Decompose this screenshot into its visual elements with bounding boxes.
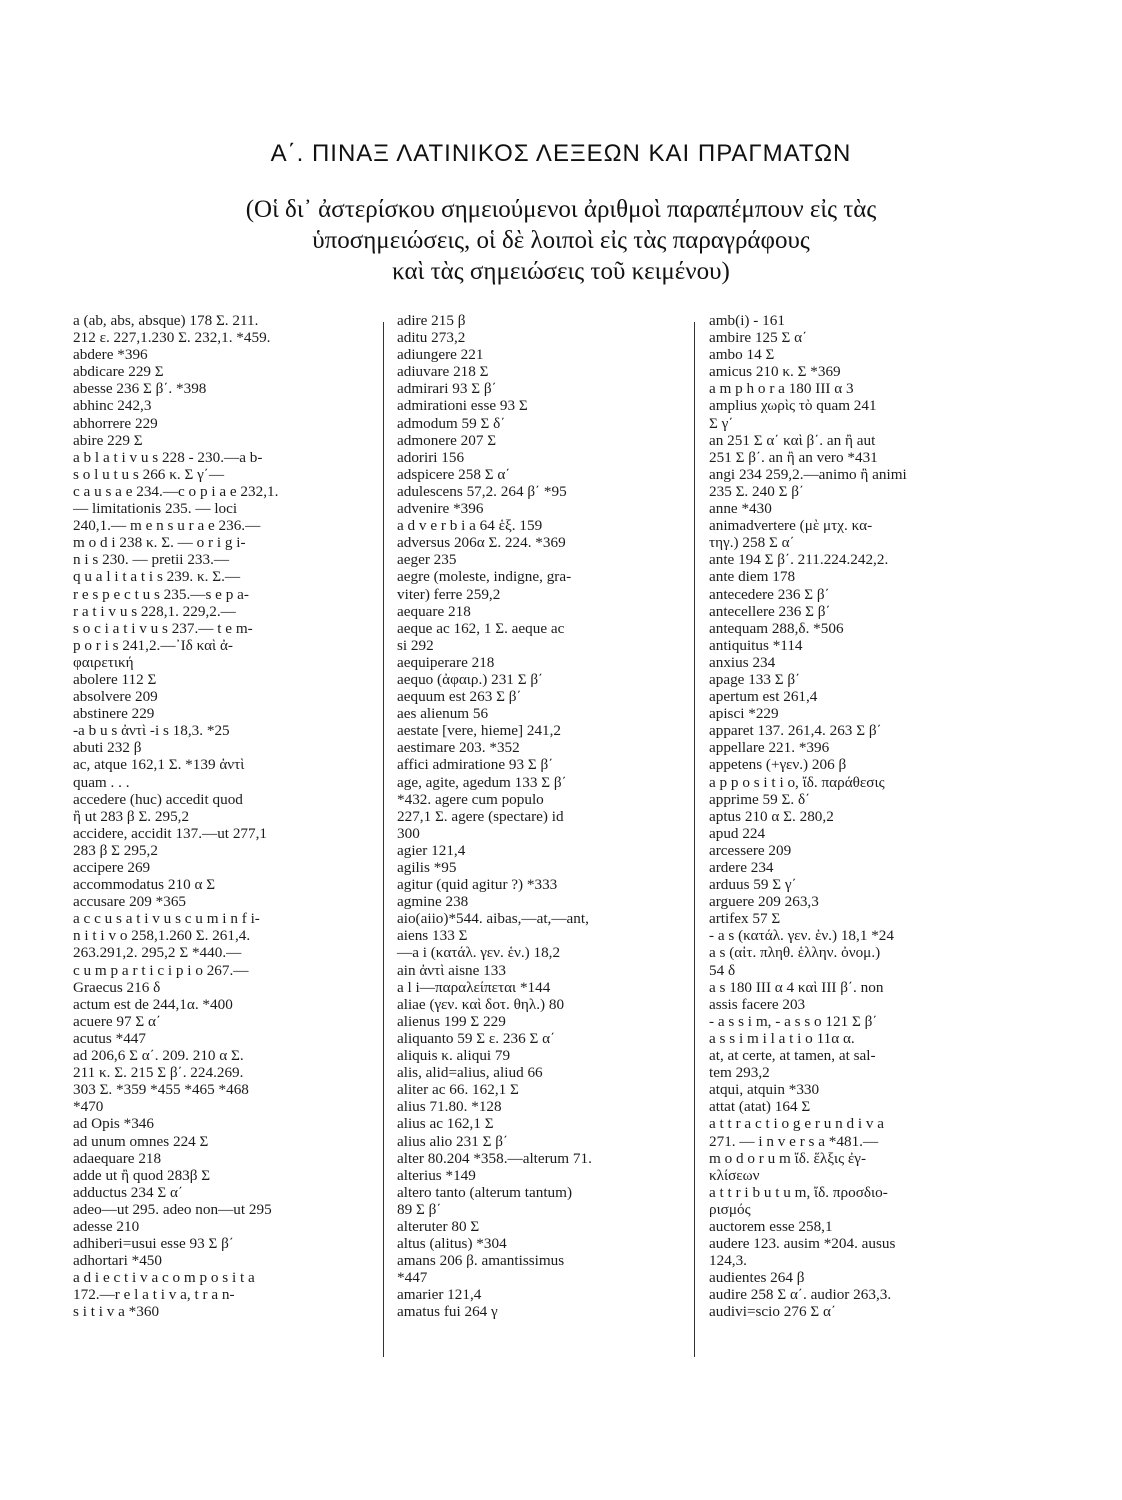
index-entry-line: ἢ ut 283 β Σ. 295,2 bbox=[73, 807, 190, 825]
page-heading: Α΄. ΠΙΝΑΞ ΛΑΤΙΝΙΚΟΣ ΛΕΞΕΩΝ ΚΑΙ ΠΡΑΓΜΑΤΩΝ bbox=[270, 140, 852, 167]
index-entry-line: admirari 93 Σ β΄ bbox=[397, 380, 497, 398]
index-entry-line: adire 215 β bbox=[397, 312, 466, 329]
index-entry-line: angi 234 259,2.—animo ἢ animi bbox=[709, 465, 907, 483]
index-entry-line: 300 bbox=[397, 824, 420, 842]
index-entry-line: ante 194 Σ β΄. 211.224.242,2. bbox=[709, 551, 889, 569]
index-entry-line: ambire 125 Σ α΄ bbox=[709, 329, 808, 347]
index-entry-line: antequam 288,δ. *506 bbox=[709, 619, 844, 637]
index-entry-line: — limitationis 235. — loci bbox=[73, 500, 238, 518]
index-entry-line: m o d o r u m ἴδ. ἕλξις ἐγ- bbox=[709, 1149, 867, 1167]
index-entry-line: a m p h o r a 180 III α 3 bbox=[709, 380, 854, 398]
index-entry-line: advenire *396 bbox=[397, 500, 484, 518]
index-entry-line: alterius *149 bbox=[397, 1166, 476, 1184]
index-entry-line: 271. — i n v e r s a *481.— bbox=[709, 1132, 879, 1150]
index-entry-line: assis facere 203 bbox=[709, 995, 806, 1013]
index-entry-line: affici admiratione 93 Σ β΄ bbox=[397, 756, 554, 774]
index-entry-line: apertum est 261,4 bbox=[709, 688, 818, 706]
index-entry-line: aes alienum 56 bbox=[397, 705, 489, 723]
index-entry-line: aiens 133 Σ bbox=[397, 927, 468, 945]
index-entry-line: anxius 234 bbox=[709, 653, 776, 671]
index-entry-line: a t t r i b u t u m, ἴδ. προσδιο- bbox=[709, 1183, 888, 1201]
index-entry-line: 263.291,2. 295,2 Σ *440.— bbox=[73, 944, 242, 962]
index-entry-line: 235 Σ. 240 Σ β΄ bbox=[709, 482, 805, 500]
index-entry-line: ardere 234 bbox=[709, 859, 774, 876]
index-entry-line: si 292 bbox=[397, 636, 434, 654]
index-entry-line: arcessere 209 bbox=[709, 841, 792, 859]
column-divider bbox=[694, 322, 695, 1357]
index-entry-line: attat (atat) 164 Σ bbox=[709, 1098, 811, 1116]
index-entry-line: a (ab, abs, absque) 178 Σ. 211. bbox=[73, 312, 259, 329]
index-column-1 bbox=[73, 312, 373, 1321]
index-entry-line: audientes 264 β bbox=[709, 1269, 805, 1287]
index-entry-line: adhortari *450 bbox=[73, 1252, 162, 1270]
index-entry-line: antecedere 236 Σ β΄ bbox=[709, 585, 830, 603]
index-entry-line: s o c i a t i v u s 237.— t e m- bbox=[73, 619, 253, 637]
index-entry-line: apparet 137. 261,4. 263 Σ β΄ bbox=[709, 722, 882, 740]
index-entry-line: altus (alitus) *304 bbox=[397, 1235, 507, 1253]
index-entry-line: artifex 57 Σ bbox=[709, 910, 781, 928]
index-entry-line: —a i (κατάλ. γεν. ἑν.) 18,2 bbox=[397, 944, 561, 962]
index-entry-line: ambo 14 Σ bbox=[709, 346, 775, 364]
index-entry-line: 251 Σ β΄. an ἢ an vero *431 bbox=[709, 448, 878, 466]
index-entry-line: a s 180 III α 4 καὶ III β΄. non bbox=[709, 978, 884, 996]
index-entry-line: age, agite, agedum 133 Σ β΄ bbox=[397, 773, 567, 791]
index-entry-line: amb(i) - 161 bbox=[709, 312, 785, 329]
index-entry-line: abdere *396 bbox=[73, 346, 148, 364]
index-entry-line: audire 258 Σ α΄. audior 263,3. bbox=[709, 1286, 892, 1304]
index-entry-line: n i t i v o 258,1.260 Σ. 261,4. bbox=[73, 927, 251, 945]
index-entry-line: ac, atque 162,1 Σ. *139 ἀντὶ bbox=[73, 756, 245, 774]
index-entry-line: adversus 206α Σ. 224. *369 bbox=[397, 534, 566, 552]
index-entry-line: ante diem 178 bbox=[709, 568, 796, 586]
index-entry-line: alienus 199 Σ 229 bbox=[397, 1012, 506, 1030]
index-entry-line: aequiperare 218 bbox=[397, 653, 495, 671]
index-entry-line: p o r i s 241,2.—᾽Ιδ καὶ ἀ- bbox=[73, 636, 233, 654]
index-entry-line: acutus *447 bbox=[73, 1029, 146, 1047]
index-entry-line: anne *430 bbox=[709, 500, 772, 518]
index-entry-line: 240,1.— m e n s u r a e 236.— bbox=[73, 517, 261, 535]
index-entry-line: *432. agere cum populo bbox=[397, 790, 544, 808]
index-entry-line: apud 224 bbox=[709, 824, 766, 842]
index-entry-line: animadvertere (μὲ μτχ. κα- bbox=[709, 517, 873, 535]
index-entry-line: absolvere 209 bbox=[73, 688, 158, 706]
index-entry-line: alius 71.80. *128 bbox=[397, 1098, 502, 1116]
index-entry-line: adde ut ἢ quod 283β Σ bbox=[73, 1166, 211, 1184]
index-entry-line: 54 δ bbox=[709, 961, 736, 979]
index-entry-line: c a u s a e 234.—c o p i a e 232,1. bbox=[73, 482, 279, 500]
index-entry-line: aeque ac 162, 1 Σ. aeque ac bbox=[397, 619, 565, 637]
index-entry-line: - a s (κατάλ. γεν. ἑν.) 18,1 *24 bbox=[709, 927, 894, 945]
index-entry-line: admodum 59 Σ δ΄ bbox=[397, 414, 506, 432]
index-entry-line: ain ἀντὶ aisne 133 bbox=[397, 961, 506, 979]
subtitle bbox=[100, 194, 1022, 287]
index-entry-line: adulescens 57,2. 264 β΄ *95 bbox=[397, 482, 567, 500]
index-entry-line: adiungere 221 bbox=[397, 346, 484, 364]
index-entry-line: aditu 273,2 bbox=[397, 329, 466, 347]
index-entry-line: abhorrere 229 bbox=[73, 414, 158, 432]
index-entry-line: adspicere 258 Σ α΄ bbox=[397, 465, 511, 483]
index-entry-line: a d i e c t i v a c o m p o s i t a bbox=[73, 1269, 255, 1287]
index-entry-line: 172.—r e l a t i v a, t r a n- bbox=[73, 1286, 235, 1304]
index-entry-line: a p p o s i t i o, ἴδ. παράθεσις bbox=[709, 773, 885, 791]
index-entry-line: s i t i v a *360 bbox=[73, 1303, 160, 1321]
index-entry-line: accidere, accidit 137.—ut 277,1 bbox=[73, 824, 267, 842]
index-entry-line: apisci *229 bbox=[709, 705, 779, 723]
index-entry-line: tem 293,2 bbox=[709, 1064, 770, 1082]
index-entry-line: aestate [vere, hieme] 241,2 bbox=[397, 722, 562, 740]
index-entry-line: aliae (γεν. καὶ δοτ. θηλ.) 80 bbox=[397, 995, 565, 1013]
index-entry-line: φαιρετική bbox=[73, 653, 134, 671]
index-entry-line: admonere 207 Σ bbox=[397, 431, 497, 449]
index-entry-line: a b l a t i v u s 228 - 230.—a b- bbox=[73, 448, 263, 466]
index-entry-line: a t t r a c t i o g e r u n d i v a bbox=[709, 1115, 885, 1133]
index-entry-line: appellare 221. *396 bbox=[709, 739, 830, 757]
index-entry-line: aliquis κ. aliqui 79 bbox=[397, 1047, 511, 1065]
subtitle-line: (Οἱ δι᾽ ἀστερίσκου σημειούμενοι ἀριθμοὶ παραπέμπουν εἰς τὰς bbox=[245, 196, 877, 223]
index-entry-line: τηγ.) 258 Σ α΄ bbox=[709, 534, 795, 552]
index-entry-line: arduus 59 Σ γ΄ bbox=[709, 876, 797, 894]
index-entry-line: alius alio 231 Σ β΄ bbox=[397, 1132, 509, 1150]
index-entry-line: 212 ε. 227,1.230 Σ. 232,1. *459. bbox=[73, 329, 271, 347]
index-entry-line: an 251 Σ α΄ καὶ β΄. an ἢ aut bbox=[709, 431, 876, 449]
index-entry-line: aestimare 203. *352 bbox=[397, 739, 520, 757]
index-entry-line: abesse 236 Σ β΄. *398 bbox=[73, 380, 207, 398]
index-entry-line: - a s s i m, - a s s o 121 Σ β΄ bbox=[709, 1012, 878, 1030]
index-entry-line: 283 β Σ 295,2 bbox=[73, 841, 158, 859]
index-entry-line: accusare 209 *365 bbox=[73, 893, 187, 911]
index-entry-line: r e s p e c t u s 235.—s e p a- bbox=[73, 585, 249, 603]
index-entry-line: q u a l i t a t i s 239. κ. Σ.— bbox=[73, 568, 241, 586]
index-entry-line: admirationi esse 93 Σ bbox=[397, 397, 528, 415]
index-entry-line: Graecus 216 δ bbox=[73, 978, 161, 996]
subtitle-line: ὑποσημειώσεις, οἱ δὲ λοιποὶ εἰς τὰς παραγράφους bbox=[312, 227, 810, 254]
index-entry-line: adaequare 218 bbox=[73, 1149, 162, 1167]
index-entry-line: alteruter 80 Σ bbox=[397, 1217, 480, 1235]
index-entry-line: aequare 218 bbox=[397, 602, 471, 620]
index-entry-line: viter) ferre 259,2 bbox=[397, 585, 501, 603]
index-entry-line: κλίσεων bbox=[709, 1166, 760, 1184]
index-entry-line: c u m p a r t i c i p i o 267.— bbox=[73, 961, 249, 979]
index-entry-line: actum est de 244,1α. *400 bbox=[73, 995, 233, 1013]
index-entry-line: a s (αἰτ. πληθ. ἑλλην. ὀνομ.) bbox=[709, 944, 881, 962]
index-entry-line: alius ac 162,1 Σ bbox=[397, 1115, 494, 1133]
index-entry-line: antiquitus *114 bbox=[709, 636, 803, 654]
column-divider bbox=[383, 322, 384, 1357]
index-entry-line: altero tanto (alterum tantum) bbox=[397, 1183, 573, 1201]
index-entry-line: 303 Σ. *359 *455 *465 *468 bbox=[73, 1081, 249, 1099]
index-entry-line: apprime 59 Σ. δ΄ bbox=[709, 790, 811, 808]
index-entry-line: amarier 121,4 bbox=[397, 1286, 482, 1304]
index-entry-line: atqui, atquin *330 bbox=[709, 1081, 820, 1099]
index-entry-line: aliter ac 66. 162,1 Σ bbox=[397, 1081, 519, 1099]
index-entry-line: aegre (moleste, indigne, gra- bbox=[397, 568, 572, 586]
index-entry-line: aequum est 263 Σ β΄ bbox=[397, 688, 522, 706]
index-entry-line: amplius χωρὶς τὸ quam 241 bbox=[709, 397, 877, 415]
index-entry-line: -a b u s ἀντὶ -i s 18,3. *25 bbox=[73, 722, 230, 740]
index-entry-line: adhiberi=usui esse 93 Σ β΄ bbox=[73, 1235, 234, 1253]
index-entry-line: accedere (huc) accedit quod bbox=[73, 790, 243, 808]
index-entry-line: adesse 210 bbox=[73, 1217, 140, 1235]
index-entry-line: auctorem esse 258,1 bbox=[709, 1217, 833, 1235]
subtitle-line: καὶ τὰς σημειώσεις τοῦ κειμένου) bbox=[392, 258, 730, 285]
index-entry-line: adeo—ut 295. adeo non—ut 295 bbox=[73, 1200, 272, 1218]
index-entry-line: abolere 112 Σ bbox=[73, 670, 157, 688]
index-entry-line: 211 κ. Σ. 215 Σ β΄. 224.269. bbox=[73, 1064, 244, 1082]
index-entry-line: agmine 238 bbox=[397, 893, 469, 911]
index-entry-line: agitur (quid agitur ?) *333 bbox=[397, 876, 558, 894]
index-entry-line: abhinc 242,3 bbox=[73, 397, 152, 415]
index-entry-line: s o l u t u s 266 κ. Σ γ΄— bbox=[73, 465, 225, 483]
index-entry-line: accipere 269 bbox=[73, 859, 151, 876]
index-entry-line: accommodatus 210 α Σ bbox=[73, 876, 216, 894]
index-entry-line: 89 Σ β΄ bbox=[397, 1200, 442, 1218]
index-entry-line: aliquanto 59 Σ ε. 236 Σ α΄ bbox=[397, 1029, 556, 1047]
index-entry-line: m o d i 238 κ. Σ. — o r i g i- bbox=[73, 534, 246, 552]
index-entry-line: Σ γ΄ bbox=[709, 414, 734, 432]
index-entry-line: *447 bbox=[397, 1269, 428, 1287]
index-entry-line: r a t i v u s 228,1. 229,2.— bbox=[73, 602, 236, 620]
index-entry-line: ad unum omnes 224 Σ bbox=[73, 1132, 209, 1150]
index-entry-line: ρισμός bbox=[709, 1200, 751, 1218]
index-entry-line: aequo (ἀφαιρ.) 231 Σ β΄ bbox=[397, 670, 544, 688]
index-entry-line: audere 123. ausim *204. ausus bbox=[709, 1235, 896, 1253]
index-entry-line: abstinere 229 bbox=[73, 705, 155, 723]
index-entry-line: antecellere 236 Σ β΄ bbox=[709, 602, 831, 620]
index-entry-line: a d v e r b i a 64 ἑξ. 159 bbox=[397, 517, 543, 535]
index-entry-line: acuere 97 Σ α΄ bbox=[73, 1012, 162, 1030]
index-entry-line: a l i—παραλείπεται *144 bbox=[397, 978, 551, 996]
index-entry-line: appetens (+γεν.) 206 β bbox=[709, 756, 847, 774]
index-entry-line: adoriri 156 bbox=[397, 448, 465, 466]
index-entry-line: abdicare 229 Σ bbox=[73, 363, 164, 381]
index-entry-line: agier 121,4 bbox=[397, 841, 466, 859]
index-entry-line: aptus 210 α Σ. 280,2 bbox=[709, 807, 834, 825]
index-entry-line: amicus 210 κ. Σ *369 bbox=[709, 363, 841, 381]
index-entry-line: at, at certe, at tamen, at sal- bbox=[709, 1047, 876, 1065]
index-column-3 bbox=[709, 312, 984, 1321]
index-entry-line: adductus 234 Σ α΄ bbox=[73, 1183, 184, 1201]
index-entry-line: *470 bbox=[73, 1098, 104, 1116]
index-column-2 bbox=[397, 312, 682, 1321]
index-entry-line: audivi=scio 276 Σ α΄ bbox=[709, 1303, 837, 1321]
index-entry-line: ad 206,6 Σ α΄. 209. 210 α Σ. bbox=[73, 1047, 244, 1065]
index-entry-line: agilis *95 bbox=[397, 859, 457, 876]
index-entry-line: 227,1 Σ. agere (spectare) id bbox=[397, 807, 564, 825]
index-entry-line: a s s i m i l a t i o 11α α. bbox=[709, 1029, 855, 1047]
index-entry-line: abire 229 Σ bbox=[73, 431, 143, 449]
index-entry-line: abuti 232 β bbox=[73, 739, 142, 757]
index-entry-line: amans 206 β. amantissimus bbox=[397, 1252, 565, 1270]
index-entry-line: a c c u s a t i v u s c u m i n f i- bbox=[73, 910, 260, 928]
index-entry-line: 124,3. bbox=[709, 1252, 747, 1270]
index-entry-line: apage 133 Σ β΄ bbox=[709, 670, 801, 688]
index-entry-line: alter 80.204 *358.—alterum 71. bbox=[397, 1149, 592, 1167]
index-entry-line: n i s 230. — pretii 233.— bbox=[73, 551, 230, 569]
index-entry-line: arguere 209 263,3 bbox=[709, 893, 819, 911]
index-entry-line: quam . . . bbox=[73, 773, 130, 791]
index-entry-line: alis, alid=alius, aliud 66 bbox=[397, 1064, 543, 1082]
index-entry-line: adiuvare 218 Σ bbox=[397, 363, 489, 381]
index-entry-line: amatus fui 264 γ bbox=[397, 1303, 498, 1321]
index-entry-line: aeger 235 bbox=[397, 551, 457, 569]
index-entry-line: aio(aiio)*544. aibas,—at,—ant, bbox=[397, 910, 589, 928]
index-entry-line: ad Opis *346 bbox=[73, 1115, 154, 1133]
